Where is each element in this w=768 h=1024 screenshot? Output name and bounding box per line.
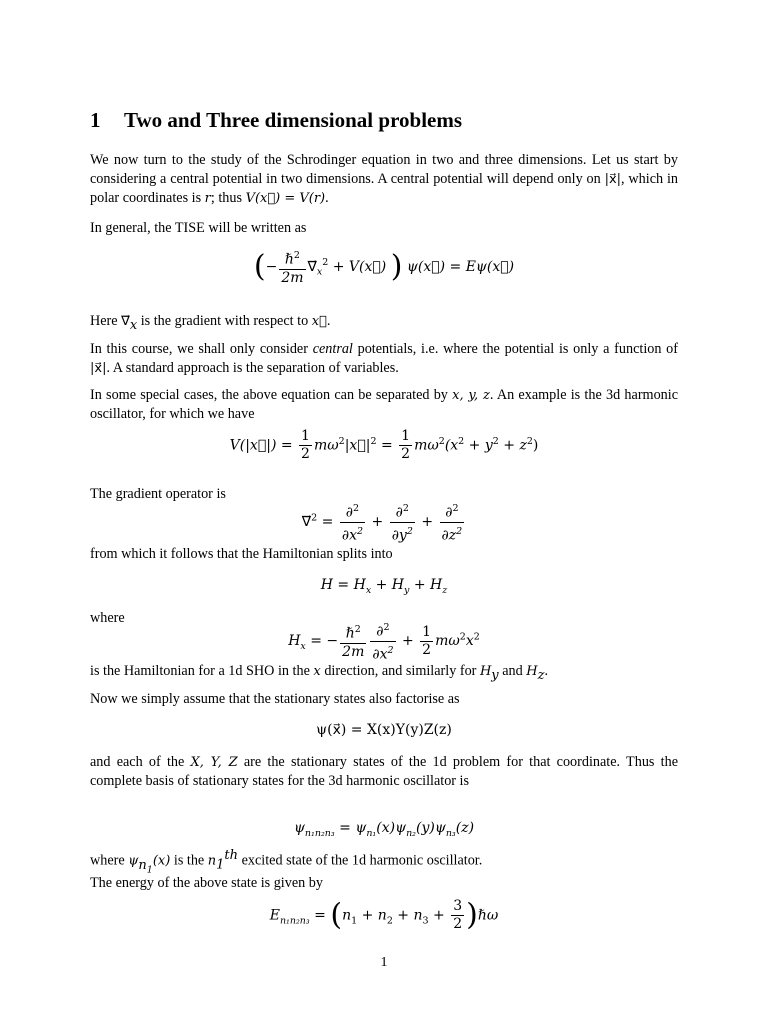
paragraph-factorise: Now we simply assume that the stationary states also factorise as [90, 691, 460, 707]
page-number: 1 [380, 955, 388, 970]
paragraph-sho: is the Hamiltonian for a 1d SHO in the x direction, and similarly for $H_y$ and $H_z$. [90, 663, 548, 683]
paragraph-where: where [90, 610, 125, 626]
equation-energy: $E_{n_1n_2n_3} = (n_1 + n_2 + n_3$ + $\frac{3}{2}$ )ℏω [269, 897, 499, 933]
equation-basis: $\psi_{n_1n_2n_3} = \psi_{n_1}(x)\psi_{n_2}(y)\psi_{n_3}(z)$ [293, 820, 475, 839]
equation-hx: $H_x$ = − $\frac{\hbar^2}{2m}$ $\frac{\partial^2}{\partial x^2}$ + $\frac{1}{2}$ $m\omega^2x^2$ [90, 619, 678, 663]
paragraph-intro: We now turn to the study of the Schrodinger equation in two and three dimensions. Let us start by considering a central potential in two dimensions. A central potential will depend only on |x⃗|, which in polar coordinates is r; thus V(x⃗) = V(r). [90, 152, 678, 206]
equation-hamiltonian-sum: $H = H_x + H_y + H_z$ [320, 577, 448, 596]
equation-potential: V(|x⃗|) = $\frac{1}{2}$ $m\omega^2|x⃗|^2$ = $\frac{1}{2}$ $m\omega^2(x^2 + y^2 + z^2)$ [229, 428, 539, 462]
paragraph-energy-intro: The energy of the above state is given by [90, 875, 323, 891]
paragraph-gradient-def: Here $\nabla⃗_x$ is the gradient with respect to x⃗. [90, 313, 331, 333]
section-heading [90, 108, 462, 133]
paragraph-gradient-operator: The gradient operator is [90, 486, 226, 502]
paragraph-tise-intro: In general, the TISE will be written as [90, 220, 307, 236]
equation-factorisation: ψ(x⃗) = X(x)Y(y)Z(z) [316, 722, 452, 738]
equation-tise: (− $\frac{\hbar^2}{2m}$ $\nabla⃗_x^2$ + V(x⃗) ) ψ(x⃗) = Eψ(x⃗) [253, 248, 515, 286]
section-title: Two and Three dimensional problems [124, 108, 463, 132]
paragraph-excited-state: where $\psi_{n_1}(x)$ is the $n_1^{th}$ excited state of the 1d harmonic oscillator. [90, 848, 483, 876]
paragraph-central-potentials: In this course, we shall only consider central potentials, i.e. where the potential is only a function of |x⃗|. A standard approach is the separation of variables. [90, 341, 679, 376]
section-number: 1 [90, 108, 101, 132]
paragraph-basis: and each of the X, Y, Z are the stationary states of the 1d problem for that coordinate. Thus the complete basis of stationary states for the 3d harmonic oscillator is [90, 754, 678, 789]
paragraph-separation: In some special cases, the above equation can be separated by x, y, z. An example is the 3d harmonic oscillator, for which we have [90, 387, 678, 422]
equation-laplacian: ∇⃗$^2$ = $\frac{\partial^2}{\partial x^2}$ + $\frac{\partial^2}{\partial y^2}$ + $\frac{\partial^2}{\partial z^2}$ [90, 500, 678, 544]
paragraph-hamiltonian-splits: from which it follows that the Hamiltonian splits into [90, 546, 393, 562]
